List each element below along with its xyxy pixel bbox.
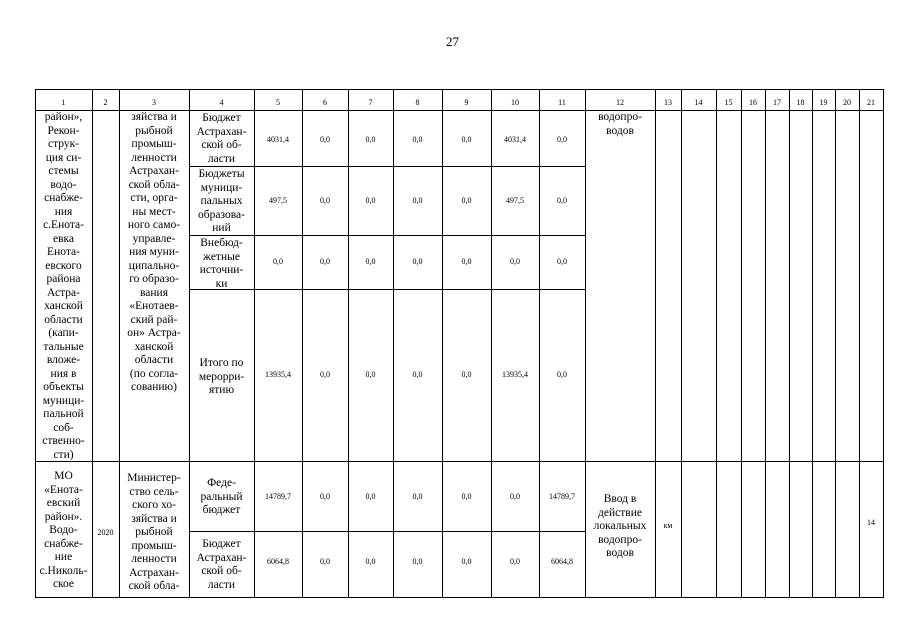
header-col-18: 18 bbox=[796, 98, 805, 107]
row-a-extrabudget-col10: 0,0 bbox=[510, 257, 520, 266]
row-b-regional-col6: 0,0 bbox=[320, 557, 330, 566]
header-col-12: 12 bbox=[616, 98, 624, 107]
row-a-total-col10: 13935,4 bbox=[502, 370, 528, 379]
row-a-source-extrabudget: Внебюд- жетные источни- ки bbox=[199, 237, 244, 290]
header-col-3: 3 bbox=[152, 98, 156, 107]
row-b-federal-col9: 0,0 bbox=[461, 492, 472, 501]
row-a-source-municipal: Бюджеты муници- пальных образова- ний bbox=[198, 168, 245, 234]
row-b-unit: км bbox=[663, 521, 673, 530]
header-col-11: 11 bbox=[558, 98, 566, 107]
row-a-extrabudget-col11: 0,0 bbox=[557, 257, 567, 266]
row-b-source-federal: Феде- ральный бюджет bbox=[200, 477, 243, 516]
header-col-20: 20 bbox=[843, 98, 851, 107]
row-a-municipal-col8: 0,0 bbox=[412, 196, 423, 205]
row-b-regional-col7: 0,0 bbox=[365, 557, 376, 566]
row-b-federal-col7: 0,0 bbox=[365, 492, 376, 501]
row-b-regional-col5: 6064,8 bbox=[267, 557, 289, 566]
header-col-16: 16 bbox=[749, 98, 757, 107]
header-col-1: 1 bbox=[61, 98, 66, 107]
row-a-extrabudget-col6: 0,0 bbox=[320, 257, 330, 266]
row-a-total-col5: 13935,4 bbox=[265, 370, 291, 379]
row-a-regional-col10: 4031,4 bbox=[504, 135, 526, 144]
row-b-federal-col5: 14789,7 bbox=[265, 492, 291, 501]
row-a-regional-col5: 4031,4 bbox=[267, 135, 289, 144]
row-b-year: 2020 bbox=[97, 528, 114, 537]
row-a-executor: зяйства и рыбной промыш- ленности Астрахан- ской обла- сти, орга- ны мест- ного само- управле- ния муни- ципально- го образо- вания «Енотаев- ский рай- он» Астра- ханской области (по согла- сованию) bbox=[127, 111, 181, 393]
header-col-2: 2 bbox=[103, 98, 108, 107]
header-col-14: 14 bbox=[694, 98, 703, 107]
row-a-municipal-col7: 0,0 bbox=[365, 196, 376, 205]
header-col-21: 21 bbox=[867, 98, 875, 107]
row-b-federal-col8: 0,0 bbox=[412, 492, 423, 501]
row-a-regional-col7: 0,0 bbox=[365, 135, 376, 144]
row-b-source-regional: Бюджет Астрахан- ской об- ласти bbox=[196, 538, 247, 591]
row-b-regional-col9: 0,0 bbox=[461, 557, 472, 566]
row-b-federal-col11: 14789,7 bbox=[549, 492, 575, 501]
row-a-extrabudget-col7: 0,0 bbox=[365, 257, 376, 266]
row-b-executor: Министер- ство сель- ского хо- зяйства и рыбной промыш- ленности Астрахан- ской обла- bbox=[127, 472, 181, 592]
header-col-9: 9 bbox=[464, 98, 469, 107]
row-a-total-col11: 0,0 bbox=[557, 370, 567, 379]
row-a-regional-col9: 0,0 bbox=[461, 135, 472, 144]
header-col-7: 7 bbox=[368, 98, 373, 107]
row-a-municipal-col9: 0,0 bbox=[461, 196, 472, 205]
row-a-indicator: водопро- водов bbox=[598, 111, 642, 137]
row-b-regional-col8: 0,0 bbox=[412, 557, 423, 566]
row-b-regional-col11: 6064,8 bbox=[551, 557, 573, 566]
row-a-total-col6: 0,0 bbox=[320, 370, 330, 379]
row-a-regional-col11: 0,0 bbox=[557, 135, 567, 144]
header-col-13: 13 bbox=[664, 98, 672, 107]
row-a-source-total: Итого по мероpри- ятию bbox=[198, 357, 245, 396]
row-b-regional-col10: 0,0 bbox=[510, 557, 520, 566]
row-a-extrabudget-col9: 0,0 bbox=[461, 257, 472, 266]
row-a-extrabudget-col8: 0,0 bbox=[412, 257, 423, 266]
row-b-col21-value: 14 bbox=[867, 518, 875, 527]
header-col-8: 8 bbox=[415, 98, 420, 107]
row-a-source-regional: Бюджет Астрахан- ской об- ласти bbox=[196, 112, 247, 165]
row-a-municipal-col5: 497,5 bbox=[269, 196, 287, 205]
header-col-5: 5 bbox=[276, 98, 280, 107]
row-a-extrabudget-col5: 0,0 bbox=[273, 257, 283, 266]
row-a-regional-col6: 0,0 bbox=[320, 135, 330, 144]
row-b-measure-name: МО «Енота- евский район». Водо- снабже- ние с.Николь- ское bbox=[39, 470, 88, 590]
row-a-municipal-col11: 0,0 bbox=[557, 196, 567, 205]
row-a-regional-col8: 0,0 bbox=[412, 135, 423, 144]
header-col-17: 17 bbox=[773, 98, 781, 107]
header-col-10: 10 bbox=[511, 98, 519, 107]
row-a-total-col8: 0,0 bbox=[412, 370, 423, 379]
row-b-indicator: Ввод в действие локальных водопро- водов bbox=[593, 493, 647, 559]
header-col-19: 19 bbox=[819, 98, 828, 107]
header-col-6: 6 bbox=[323, 98, 327, 107]
row-a-measure-name: район», Рекон- струк- ция си- стемы водо- снабже- ния с.Енота- евка Енота- евского района Астра- ханской области (капи- тальные вложе- ния в объекты муници- пальной соб- ственно- сти) bbox=[42, 111, 85, 461]
row-b-federal-col6: 0,0 bbox=[320, 492, 330, 501]
header-col-4: 4 bbox=[219, 98, 224, 107]
row-a-total-col7: 0,0 bbox=[365, 370, 376, 379]
row-a-municipal-col6: 0,0 bbox=[320, 196, 330, 205]
page-number: 27 bbox=[446, 34, 459, 49]
header-col-15: 15 bbox=[724, 98, 733, 107]
row-b-federal-col10: 0,0 bbox=[510, 492, 520, 501]
row-a-total-col9: 0,0 bbox=[461, 370, 472, 379]
row-a-municipal-col10: 497,5 bbox=[506, 196, 524, 205]
